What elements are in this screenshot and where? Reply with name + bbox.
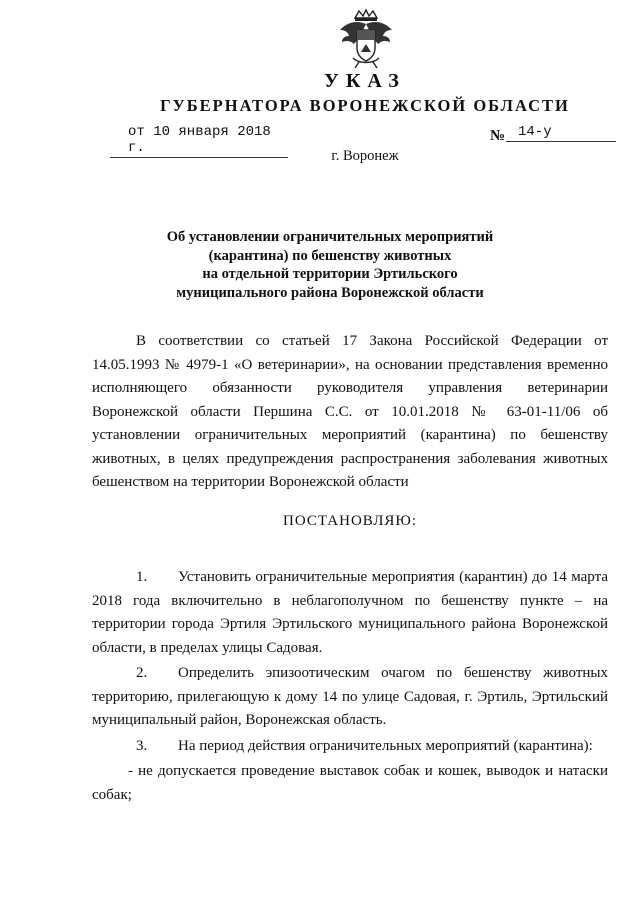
subject-line: Об установлении ограничительных мероприятий — [166, 229, 494, 245]
item-text: На период действия ограничительных мероприятий (карантина): — [178, 737, 593, 754]
decree-items — [92, 566, 608, 807]
subject-line: муниципального района Воронежской области — [176, 284, 484, 301]
item-number: 2. — [136, 665, 148, 681]
decree-item — [92, 566, 608, 660]
number-label: № — [490, 128, 506, 144]
subject-line: на отдельной территории Эртильского — [202, 266, 458, 282]
item-text: Установить ограничительные мероприятия (карантин) до 14 марта 2018 года включительно в неблагополучном по бешенству пункте – на территории города Эртиля Эртильского муниципального района Воронежской области, в пределах улицы Садовая. — [92, 569, 608, 656]
list-item: - не допускается проведение выставок собак и кошек, выводок и натаски собак; — [92, 763, 608, 803]
item-text: Определить эпизоотическим очагом по бешенству животных территорию, прилегающую к дому 14 по улице Садовая, г. Эртиль, Эртильский муниципальный район, Воронежская область. — [92, 665, 608, 728]
decree-heading: ПОСТАНОВЛЯЮ: — [283, 513, 417, 529]
document-title: УКАЗ — [324, 70, 406, 92]
decree-item — [92, 735, 608, 759]
decree-subject — [150, 228, 510, 302]
item-number: 1. — [136, 569, 148, 585]
decree-item — [92, 662, 608, 733]
decree-number: 14-у — [506, 124, 616, 142]
coat-of-arms-icon — [335, 8, 397, 70]
city: г. Воронеж — [331, 148, 399, 164]
item-number: 3. — [136, 737, 148, 754]
decree-date: от 10 января 2018 г. — [110, 124, 288, 158]
preamble: В соответствии со статьей 17 Закона Российской Федерации от 14.05.1993 № 4979-1 «О ветеринарии», на основании представления временно исполняющего обязанности руководителя управления ветеринарии Воронежской области Першина С.С. от 10.01.2018 № 63-01-11/06 об установлении ограничительных мероприятий (карантина) по бешенству животных, в целях предупреждения распространения заболевания животных бешенством на территории Воронежской области — [92, 333, 608, 490]
subject-line: (карантина) по бешенству животных — [208, 247, 452, 264]
document-issuer: ГУБЕРНАТОРА ВОРОНЕЖСКОЙ ОБЛАСТИ — [160, 96, 570, 115]
